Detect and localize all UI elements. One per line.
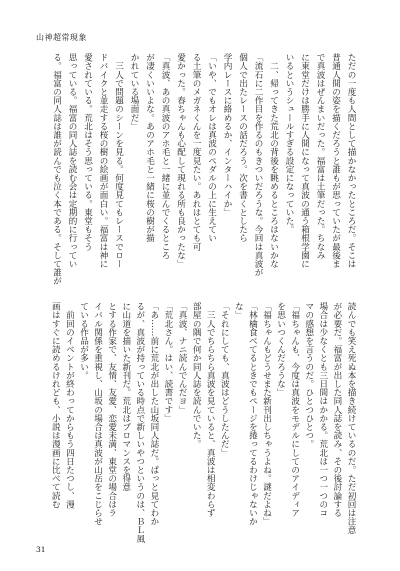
- text-column: るが、真波が持っている時点で新しいやつというのは、ＢＬ風: [134, 302, 145, 543]
- text-column: 前回のイベントが終わってからもう四日たつし、漫: [64, 302, 75, 509]
- text-column: な」: [233, 302, 244, 320]
- text-column: 愛されている。荒北はそう思っている。東堂もそう: [82, 53, 93, 251]
- text-column: 学内レースに絡めるか、インターハイか」: [222, 53, 232, 217]
- text-column: マの感想を言うのだ。ひとつひとつ。: [303, 302, 314, 449]
- text-column: いるというシュールすぎる設定になっていた。: [284, 53, 294, 234]
- text-column: 三人で問題のシーンを見る。何度見てもレースでロー: [113, 53, 124, 268]
- text-column: とする作家で、友情、友愛、恋愛未満、東堂の場合はラ: [106, 302, 117, 517]
- text-column: が必要だ。福富が出した同人誌を読み、その後討論する: [331, 302, 342, 517]
- text-column: 「真波、あの真波のアホ毛と一緒に並んでくるところ: [160, 53, 170, 260]
- text-column: 三人でちらちら真波を見ていると、真波は相変わらず: [205, 302, 216, 517]
- text-column: が凄くいいよな。あのアホ毛と一緒に桜の樹が描: [144, 53, 155, 243]
- upper-text-block: [45, 53, 355, 285]
- text-column: を思いつくんだろうな」: [275, 302, 286, 397]
- text-column: 場合は少なくとも三日間はかかる。荒北は一つ一つのコ: [317, 302, 328, 517]
- text-column: 二、帰ってきた荒北の背後を眺めるところはないかな: [268, 53, 279, 268]
- text-column: る。福富の同人誌は誰が読んでも泣く本である。そして誰が: [51, 53, 62, 286]
- text-column: かれている場面だ」: [129, 53, 139, 131]
- text-column: 読んでも笑え死ぬ本を描き続けているのだ。ただ初回は注意: [346, 302, 356, 535]
- running-title: 山神超常現象: [36, 33, 87, 42]
- text-column: 部屋の隅で何か同人誌を読んでいた。: [191, 302, 202, 449]
- text-column: 「真波、ナニ読んでんだヨ」: [177, 302, 188, 414]
- page-number: 31: [36, 545, 46, 554]
- text-column: 「それにしても、真波はどうしたんだ」: [219, 302, 230, 457]
- text-column: 「荒北さん。はい、読書です」: [162, 302, 173, 423]
- text-column: 「いや、でもオレは真波のペダルの上に生えてい: [206, 53, 217, 243]
- text-column: 「あ……前に荒北が出した山坂同人誌だ。ぱっと見てわか: [148, 302, 159, 526]
- text-column: 個人で出たレースの話だろう。次を書くとしたら: [237, 53, 248, 243]
- text-column: 「流石に二作目を作るのもきついだろうな。今回は真波が: [253, 53, 263, 277]
- text-column: ただの一度も人間として描かなかったところだ。そこは: [346, 53, 356, 268]
- text-column: に山道を描いた新刊だ。荒北はブロマンスを得意: [120, 302, 131, 492]
- text-column: に東堂だけは勝手に人間になって真波の通う箱根学園に: [299, 53, 310, 268]
- text-column: 「林檎食べてるときでもページを捲ってるわけじゃないか: [247, 302, 258, 526]
- text-column: イバル関係を重視し、山坂の場合は真波が山岳をこじらせ: [92, 302, 103, 526]
- text-column: ドバイクと並走する桜の樹の絵画が面白い。福富は神に: [98, 53, 108, 268]
- lower-text-block: [45, 302, 356, 543]
- text-column: で真波はぜんまいだった。福富は土筆だった。ちなみ: [315, 53, 325, 260]
- text-column: ている作品が多い。: [78, 302, 89, 380]
- text-column: 思っている。福富の同人誌を読む会は定期的に行ってい: [67, 53, 77, 268]
- text-column: る土筆のメガネくんを一度見たい。あれはとても可: [191, 53, 201, 251]
- text-column: 「福ちゃんもどうせまた新刊出しちゃうよね。謎だよね」: [261, 302, 272, 526]
- text-column: 普通人間の姿を描くだろうと誰もが思っていたが最後ま: [330, 53, 341, 268]
- text-column: 愛かった。春ちゃんも心配して現れる所も良かったな」: [175, 53, 186, 268]
- text-column: 画はすぐに読めるけれども、小説は漫画に比べて読む: [50, 302, 61, 509]
- text-column: 「福ちゃんも、今度は真波をモデルにしてのアイディア: [289, 302, 300, 517]
